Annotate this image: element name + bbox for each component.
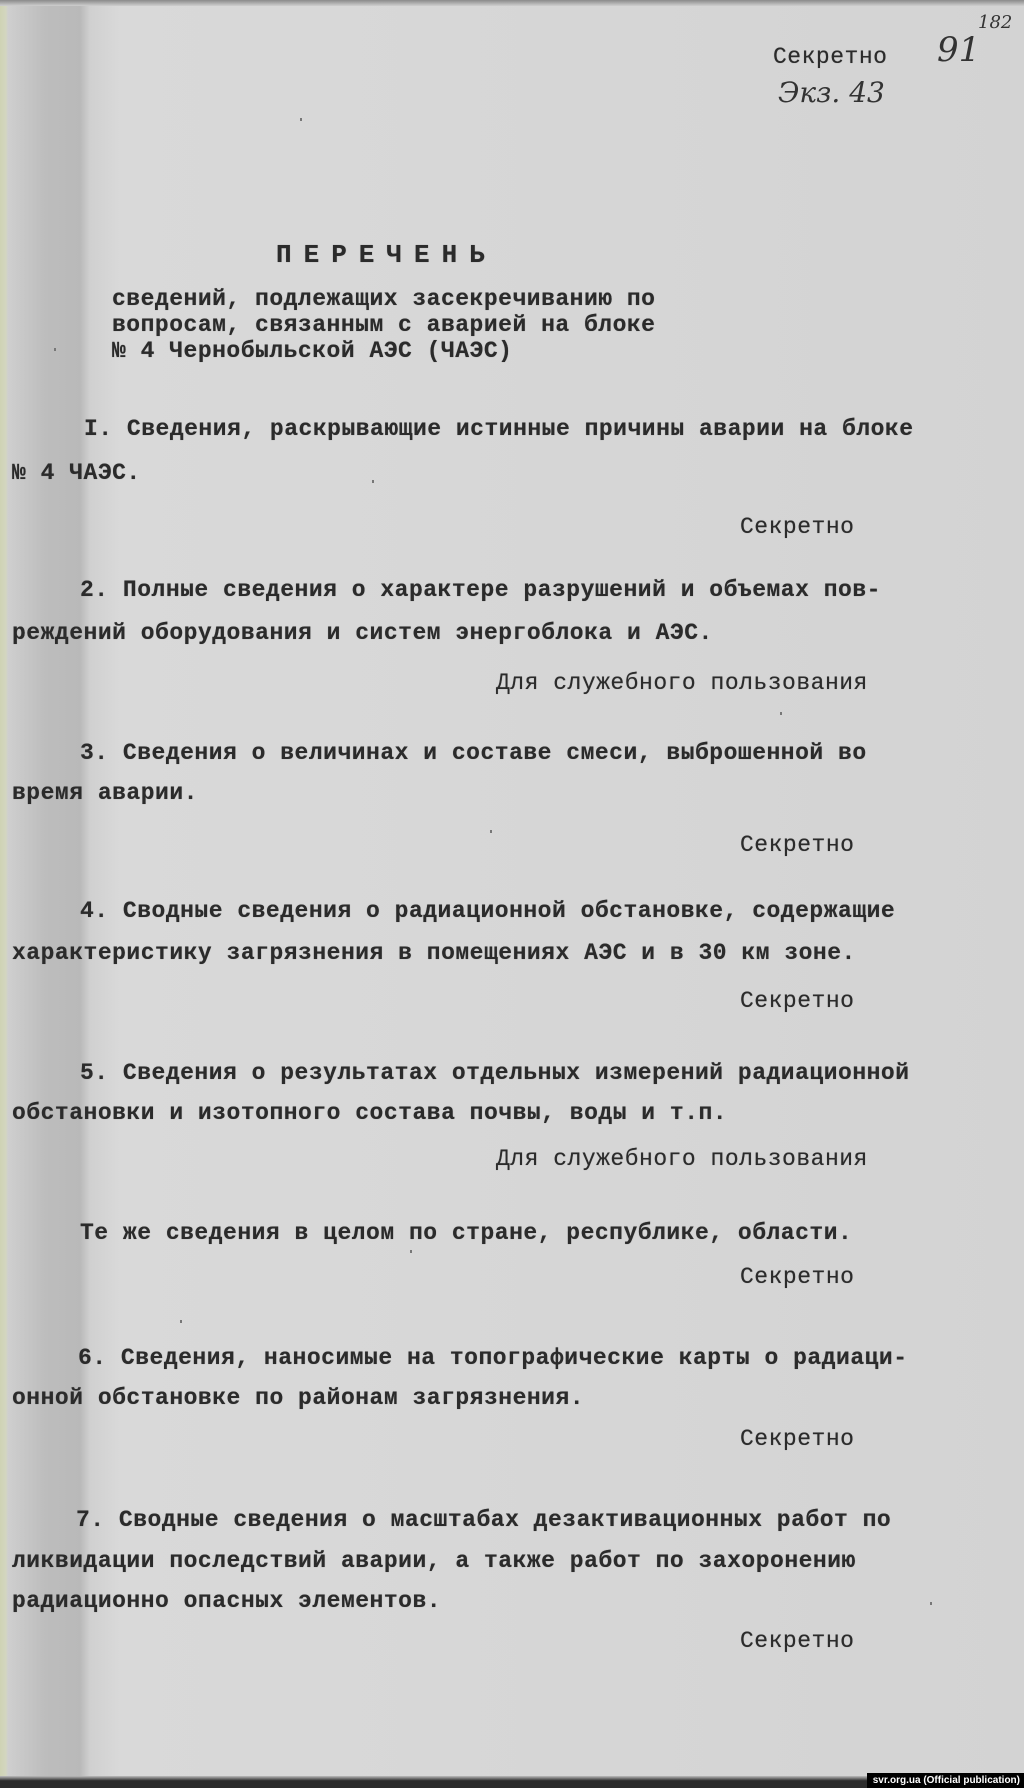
source-credit: svr.org.ua (Official publication) (867, 1773, 1024, 1788)
item-3-line-1: 3. Сведения о величинах и составе смеси, выброшенной во (80, 740, 867, 766)
item-7-line-3: радиационно опасных элементов. (12, 1588, 442, 1614)
handwritten-archive-number: 91 (937, 30, 981, 70)
scan-speck (490, 830, 492, 833)
subtitle-line: № 4 Чернобыльской АЭС (ЧАЭС) (112, 338, 513, 364)
item-4-line-1: 4. Сводные сведения о радиационной обстановке, содержащие (80, 898, 896, 924)
header-classification: Секретно (773, 44, 888, 70)
handwritten-archive-sub: 182 (978, 12, 1013, 33)
item-7-classification: Секретно (740, 1628, 855, 1654)
subtitle-line: сведений, подлежащих засекречиванию по (112, 286, 656, 312)
item-1-line-1: I. Сведения, раскрывающие истинные причины аварии на блоке (84, 416, 914, 442)
item-6-line-1: 6. Сведения, наносимые на топографические карты о радиаци- (78, 1345, 908, 1371)
scan-speck (780, 712, 782, 715)
scan-speck (372, 480, 374, 483)
scan-speck (930, 1602, 932, 1605)
item-5-line-1: 5. Сведения о результатах отдельных измерений радиационной (80, 1060, 910, 1086)
item-1-classification: Секретно (740, 514, 855, 540)
document-title: ПЕРЕЧЕНЬ (276, 240, 497, 270)
item-6-line-2: онной обстановке по районам загрязнения. (12, 1385, 585, 1411)
scan-speck (180, 1320, 182, 1323)
item-5-addendum-classification: Секретно (740, 1264, 855, 1290)
subtitle-line: вопросам, связанным с аварией на блоке (112, 312, 656, 338)
scan-speck (300, 118, 302, 121)
item-4-classification: Секретно (740, 988, 855, 1014)
item-6-classification: Секретно (740, 1426, 855, 1452)
item-2-classification: Для служебного пользования (496, 670, 868, 696)
item-7-line-2: ликвидации последствий аварии, а также работ по захоронению (12, 1548, 856, 1574)
scan-speck (54, 348, 56, 351)
item-5-addendum: Те же сведения в целом по стране, республике, области. (80, 1220, 853, 1246)
item-1-line-2: № 4 ЧАЭС. (12, 460, 141, 486)
scan-speck (410, 1250, 412, 1253)
handwritten-copy-number: Экз. 43 (778, 76, 885, 109)
item-2-line-2: реждений оборудования и систем энергоблока и АЭС. (12, 620, 713, 646)
item-3-classification: Секретно (740, 832, 855, 858)
item-7-line-1: 7. Сводные сведения о масштабах дезактивационных работ по (76, 1507, 892, 1533)
item-4-line-2: характеристику загрязнения в помещениях АЭС и в 30 км зоне. (12, 940, 856, 966)
scan-top-edge (0, 0, 1024, 6)
item-3-line-2: время аварии. (12, 780, 198, 806)
item-2-line-1: 2. Полные сведения о характере разрушений и объемах пов- (80, 577, 881, 603)
item-5-classification: Для служебного пользования (496, 1146, 868, 1172)
item-5-line-2: обстановки и изотопного состава почвы, воды и т.п. (12, 1100, 728, 1126)
